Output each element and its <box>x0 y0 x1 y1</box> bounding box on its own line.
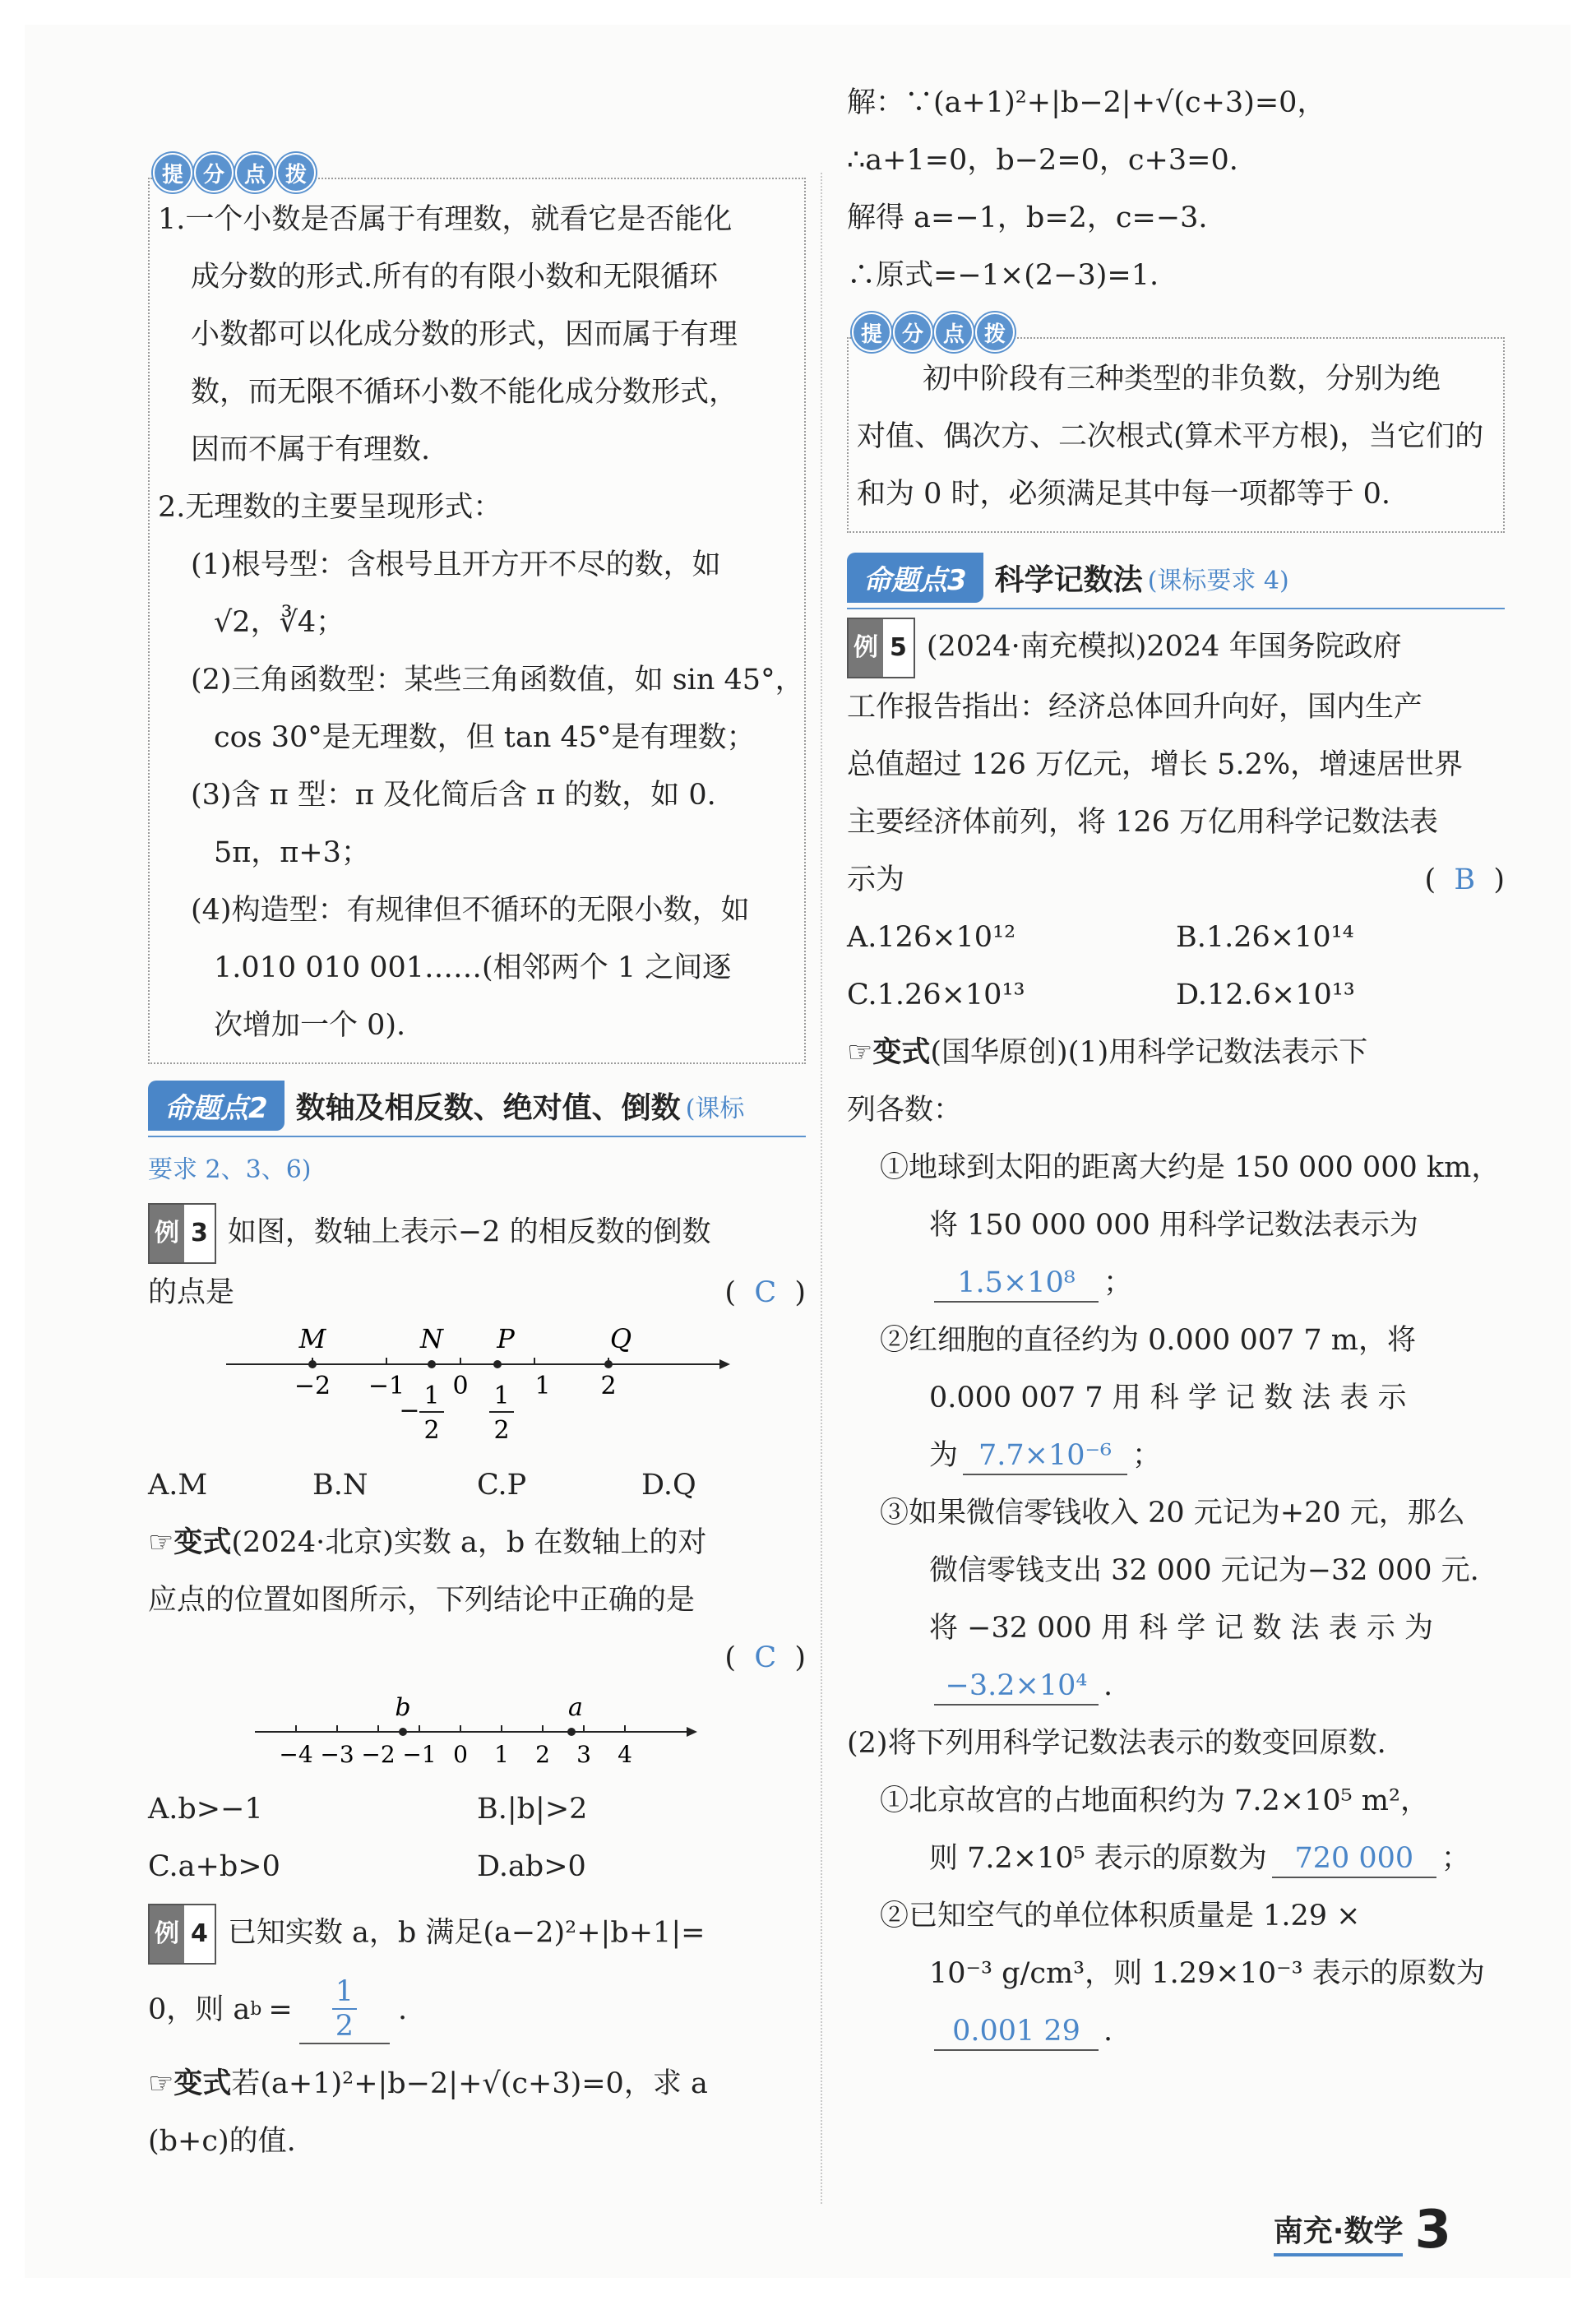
label-Q: Q <box>609 1323 632 1354</box>
option: A.126×10¹² <box>847 921 1016 954</box>
example-badge: 例 5 <box>847 618 915 678</box>
part-2-line: (2)将下列用科学记数法表示的数变回原数. <box>847 1727 1386 1760</box>
variant-tag: ☞变式 <box>148 1526 232 1559</box>
tip-box-1 <box>148 162 806 1064</box>
option: C.a+b>0 <box>148 1850 280 1883</box>
tick: 0 <box>453 1741 468 1768</box>
tip1-line: (1)根号型：含根号且开方开不尽的数，如 <box>191 548 721 581</box>
example-4-line2: 0，则 a b = $\frac{1}{2}$ . <box>148 1975 408 2043</box>
tick: 4 <box>618 1741 632 1768</box>
page-number: 3 <box>1414 2200 1451 2261</box>
tick: 1 <box>494 1741 509 1768</box>
solution-line: ∴原式=−1×(2−3)=1. <box>847 259 1159 292</box>
tick: −2 <box>361 1741 396 1768</box>
section-note: (课标 <box>685 1094 745 1123</box>
tip1-line: 小数都可以化成分数的形式，因而属于有理 <box>191 318 738 351</box>
example-badge: 例 4 <box>148 1904 216 1965</box>
item-3-line2: 微信零钱支出 32 000 元记为−32 000 元. <box>929 1554 1479 1587</box>
solution-line: ∴a+1=0，b−2=0，c+3=0. <box>847 144 1238 177</box>
tip2-line: 对值、偶次方、二次根式(算术平方根)，当它们的 <box>857 420 1484 453</box>
label-N: N <box>420 1323 443 1354</box>
item-j1-line2: 则 7.2×10⁵ 表示的原数为 720 000 ； <box>847 1830 1505 1887</box>
example-3-line1: 例 3 如图，数轴上表示−2 的相反数的倒数 <box>148 1203 806 1264</box>
tip1-line: 1.010 010 001……(相邻两个 1 之间逐 <box>214 951 732 984</box>
item-1-line1: ①地球到太阳的距离大约是 150 000 000 km， <box>880 1151 1501 1184</box>
example-5-line-last: 示为 ( B ) <box>847 851 1505 909</box>
tip-badge-2: 提 分 点 拨 <box>852 312 1015 352</box>
item-j2-answer-line: 0.001 29 . <box>847 2002 1505 2060</box>
tick-2: 2 <box>600 1372 617 1400</box>
tick: 2 <box>535 1741 550 1768</box>
solution-line: 解：∵(a+1)²+|b−2|+√(c+3)=0， <box>847 86 1326 119</box>
fraction-answer: $\frac{1}{2}$ <box>299 1975 390 2044</box>
options-var1-row1 <box>148 1780 806 1838</box>
variant-1-answer: ( C ) <box>724 1641 806 1674</box>
tip1-line: 1.一个小数是否属于有理数，就看它是否能化 <box>158 203 733 236</box>
tick-1: 1 <box>534 1372 551 1400</box>
item-2-line1: ②红细胞的直径约为 0.000 007 7 m，将 <box>880 1324 1416 1357</box>
tip1-line: (3)含 π 型：π 及化简后含 π 的数，如 0. <box>191 779 716 812</box>
fill-blank: −3.2×10⁴ <box>934 1668 1099 1706</box>
tip-badge-1: 提 分 点 拨 <box>153 153 316 192</box>
subject-label: 南充·数学 <box>1274 2208 1404 2256</box>
section-header-2 <box>148 1081 806 1137</box>
option: D.12.6×10¹³ <box>1176 979 1355 1011</box>
fill-blank: 1.5×10⁸ <box>934 1265 1099 1303</box>
tip1-line: √2，∛4； <box>214 606 345 639</box>
point-P <box>493 1360 502 1368</box>
section-header-3 <box>847 553 1505 609</box>
variant-1-line1: ☞变式(2024·北京)实数 a，b 在数轴上的对 <box>148 1526 707 1559</box>
label-b: b <box>395 1693 411 1722</box>
item-1-line2: 将 150 000 000 用科学记数法表示为 <box>929 1209 1418 1242</box>
item-j2-line2: 10⁻³ g/cm³，则 1.29×10⁻³ 表示的原数为 <box>929 1957 1485 1990</box>
tick-neg2: −2 <box>294 1372 331 1400</box>
answer-paren: ( C ) <box>724 1276 806 1309</box>
option: D.ab>0 <box>477 1850 586 1883</box>
answer: C <box>754 1276 777 1309</box>
variant-tag: ☞变式 <box>847 1036 931 1069</box>
option: D.Q <box>641 1469 696 1502</box>
tick: −1 <box>402 1741 437 1768</box>
example-5-line: 主要经济体前列，将 126 万亿用科学记数法表 <box>847 806 1439 839</box>
section-note: (课标要求 4) <box>1147 566 1289 595</box>
example-5-line: 总值超过 126 万亿元，增长 5.2%，增速居世界 <box>847 748 1464 781</box>
item-2-answer-line: 为 7.7×10⁻⁶ ； <box>847 1427 1505 1484</box>
option: A.b>−1 <box>148 1793 263 1826</box>
point-N <box>428 1360 436 1368</box>
option: B.N <box>312 1469 368 1502</box>
section-title: 数轴及相反数、绝对值、倒数 <box>295 1091 681 1125</box>
tick: −3 <box>320 1741 354 1768</box>
example-4-line1: 例 4 已知实数 a，b 满足(a−2)²+|b+1|= <box>148 1904 806 1965</box>
page-footer <box>1273 2200 1451 2261</box>
options-var1-row2 <box>148 1838 806 1895</box>
tip2-line: 和为 0 时，必须满足其中每一项都等于 0. <box>857 478 1391 511</box>
right-column <box>847 74 1505 2060</box>
tip1-line: 次增加一个 0). <box>214 1009 406 1042</box>
frac1-den: 2 <box>423 1416 440 1445</box>
item-3-line1: ③如果微信零钱收入 20 元记为+20 元，那么 <box>880 1497 1465 1530</box>
number-line-1 <box>148 1321 806 1453</box>
tip1-line: cos 30°是无理数，但 tan 45°是有理数； <box>214 721 756 754</box>
column-divider <box>821 173 822 2204</box>
example-badge: 例 3 <box>148 1203 216 1264</box>
variant-2-line2: (b+c)的值. <box>148 2125 296 2158</box>
tick-0: 0 <box>452 1372 469 1400</box>
example-3-line2: 的点是 ( C ) <box>148 1264 806 1321</box>
point-M <box>308 1360 317 1368</box>
option: B.1.26×10¹⁴ <box>1176 921 1354 954</box>
frac1-num: 1 <box>423 1382 440 1410</box>
tip1-line: 2.无理数的主要呈现形式： <box>158 491 502 524</box>
options-ex5-row1 <box>847 909 1505 966</box>
tick: −4 <box>279 1741 313 1768</box>
variant-3-line1: ☞变式(国华原创)(1)用科学记数法表示下 <box>847 1036 1368 1069</box>
variant-2-line1: ☞变式若(a+1)²+|b−2|+√(c+3)=0，求 a <box>148 2067 708 2100</box>
point-Q <box>604 1360 613 1368</box>
label-P: P <box>497 1323 515 1354</box>
section-title: 科学记数法 <box>994 563 1143 597</box>
solution-line: 解得 a=−1，b=2，c=−3. <box>847 201 1208 234</box>
tip1-line: 数，而无限不循环小数不能化成分数形式， <box>191 376 738 409</box>
item-1-answer-line: 1.5×10⁸ ； <box>847 1254 1505 1312</box>
item-j1-line1: ①北京故宫的占地面积约为 7.2×10⁵ m²， <box>880 1784 1430 1817</box>
example-5-line: 工作报告指出：经济总体回升向好，国内生产 <box>847 691 1423 724</box>
example-5-line1: 例 5 (2024·南充模拟)2024 年国务院政府 <box>847 618 1505 678</box>
frac2-num: 1 <box>493 1382 510 1410</box>
point-b <box>399 1728 407 1736</box>
section-note-cont: 要求 2、3、6) <box>148 1155 312 1184</box>
option: C.P <box>477 1469 527 1502</box>
answer: B <box>1454 863 1476 896</box>
point-a <box>567 1728 576 1736</box>
tip1-line: 成分数的形式.所有的有限小数和无限循环 <box>191 261 719 294</box>
item-3-answer-line: −3.2×10⁴ . <box>847 1657 1505 1715</box>
tip1-line: (4)构造型：有规律但不循环的无限小数，如 <box>191 894 750 927</box>
section-badge: 命题点3 <box>847 553 983 603</box>
tip1-line: 5π，π+3； <box>214 836 370 869</box>
workbook-page <box>25 25 1571 2278</box>
fill-blank: 720 000 <box>1272 1840 1436 1878</box>
variant-tag: ☞变式 <box>148 2067 232 2100</box>
tick-neg1: −1 <box>368 1372 405 1400</box>
option: B.|b|>2 <box>477 1793 588 1826</box>
tick: 3 <box>576 1741 591 1768</box>
label-M: M <box>298 1323 326 1354</box>
options-ex3 <box>148 1456 806 1514</box>
item-2-line2: 0.000 007 7 用 科 学 记 数 法 表 示 <box>929 1382 1407 1414</box>
label-a: a <box>568 1693 583 1722</box>
number-line-2 <box>148 1687 806 1777</box>
fill-blank: 0.001 29 <box>934 2013 1099 2051</box>
tip1-line: (2)三角函数型：某些三角函数值，如 sin 45°， <box>191 664 804 697</box>
tip-box-2 <box>847 322 1505 533</box>
left-column <box>148 148 806 2170</box>
frac-neg-sign: − <box>399 1396 420 1425</box>
frac2-den: 2 <box>493 1416 510 1445</box>
item-j2-line1: ②已知空气的单位体积质量是 1.29 × <box>880 1900 1361 1932</box>
option: A.M <box>148 1469 208 1502</box>
answer: C <box>754 1641 777 1674</box>
variant-3-line2: 列各数： <box>847 1094 963 1127</box>
tip2-line: 初中阶段有三种类型的非负数，分别为绝 <box>923 363 1441 396</box>
section-badge: 命题点2 <box>148 1081 285 1131</box>
variant-1-line2: 应点的位置如图所示，下列结论中正确的是 <box>148 1584 696 1617</box>
fill-blank: 7.7×10⁻⁶ <box>963 1437 1127 1475</box>
item-3-line3: 将 −32 000 用 科 学 记 数 法 表 示 为 <box>929 1612 1434 1645</box>
option: C.1.26×10¹³ <box>847 979 1025 1011</box>
answer-paren: ( B ) <box>1424 863 1505 896</box>
tip1-line: 因而不属于有理数. <box>191 433 431 466</box>
options-ex5-row2 <box>847 966 1505 1024</box>
